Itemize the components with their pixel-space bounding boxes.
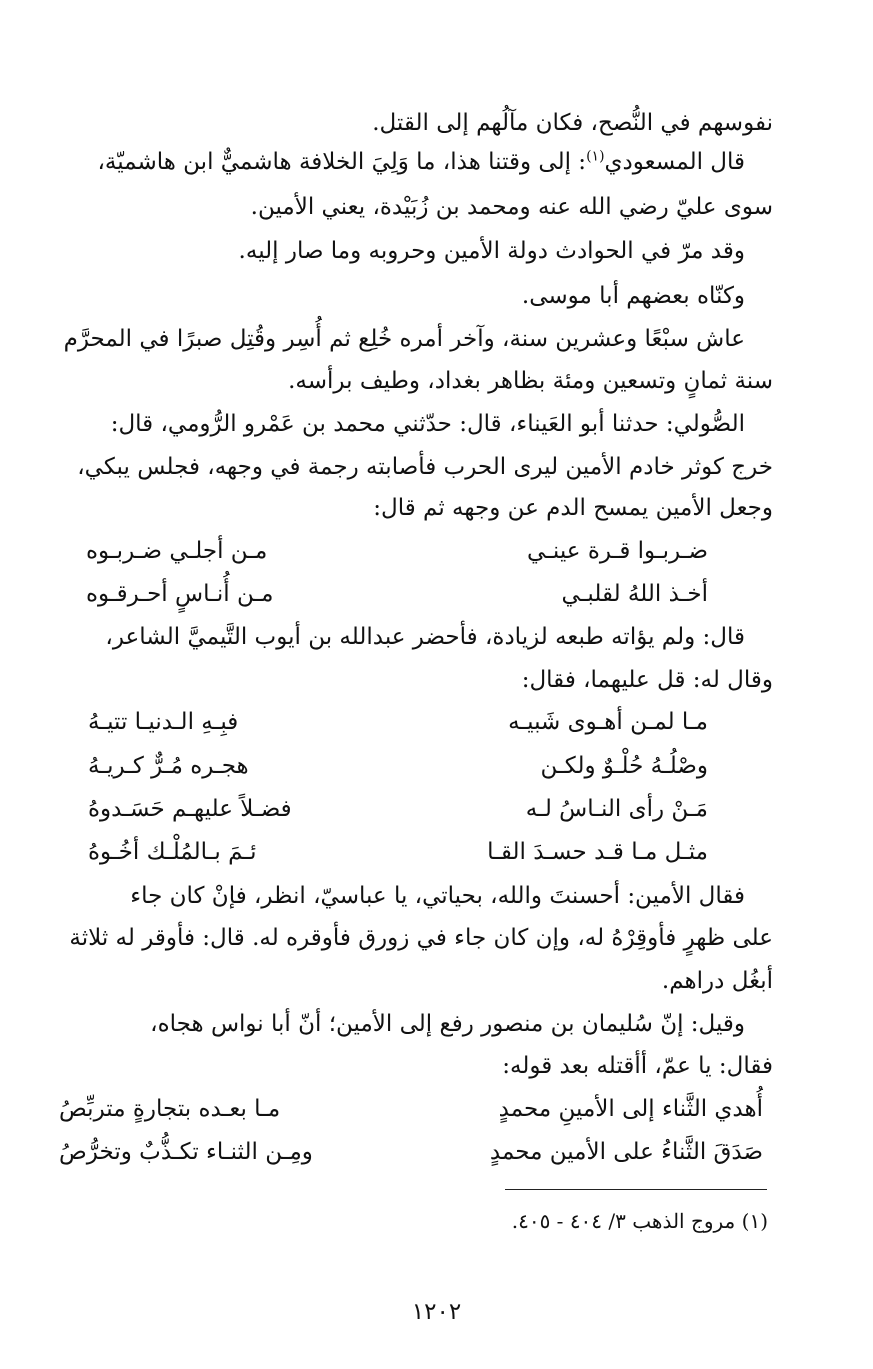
footnote: (١) مروج الذهب ٣/ ٤٠٤ - ٤٠٥. [511, 1209, 768, 1233]
verse-line [86, 535, 708, 567]
text-line: أبغُل دراهم. [661, 968, 773, 994]
text-line: وقال له: قل عليهما، فقال: [521, 667, 773, 693]
verse-first-half: صَدَقَ الثَّناءُ على الأمين محمدٍ [489, 1139, 763, 1165]
text-line: عاش سبْعًا وعشرين سنة، وآخر أمره خُلِع ثم أُسِر وقُتِل صبرًا في المحرَّم [63, 326, 745, 352]
verse-second-half: مـن أُنـاسٍ أحـرقـوه [86, 581, 274, 607]
verse-first-half: مثـل مـا قـد حسـدَ القـا [487, 839, 708, 865]
verse-second-half: مـا بعـده بتجارةٍ متربِّصُ [59, 1096, 281, 1122]
verse-line [88, 836, 708, 868]
text-line: سوى عليّ رضي الله عنه ومحمد بن زُبَيْدة، يعني الأمين. [250, 194, 773, 220]
text-line: وجعل الأمين يمسح الدم عن وجهه ثم قال: [373, 495, 773, 521]
narrator-name: قال المسعودي [604, 149, 745, 175]
verse-first-half: أُهدي الثَّناء إلى الأمينِ محمدٍ [498, 1096, 763, 1122]
text-line: خرج كوثر خادم الأمين ليرى الحرب فأصابته رجمة في وجهه، فجلس يبكي، [77, 454, 773, 480]
text-line-rest: : إلى وقتنا هذا، ما وَلِيَ الخلافة هاشميٌّ ابن هاشميّة، [97, 149, 587, 175]
verse-second-half: ومِـن الثنـاء تكـذُّبٌ وتخرُّصُ [59, 1139, 313, 1165]
text-line: نفوسهم في النُّصح، فكان مآلُهم إلى القتل. [372, 110, 773, 136]
text-line: قال: ولم يؤاته طبعه لزيادة، فأحضر عبدالله بن أيوب التَّيميَّ الشاعر، [105, 624, 745, 650]
text-line: سنة ثمانٍ وتسعين ومئة بظاهر بغداد، وطيف برأسه. [288, 368, 773, 394]
verse-second-half: ئـمَ بـالمُلْـك أخُـوهُ [88, 839, 257, 865]
text-line: وقد مرّ في الحوادث دولة الأمين وحروبه وما صار إليه. [238, 238, 745, 264]
verse-first-half: مَـنْ رأى النـاسُ لـه [525, 796, 708, 822]
verse-first-half: أخـذ اللهُ لقلبـي [561, 581, 708, 607]
verse-second-half: فضـلاً عليهـم حَسَـدوهُ [88, 796, 292, 822]
footnote-divider [505, 1189, 767, 1190]
verse-first-half: مـا لمـن أهـوى شَبيـه [508, 709, 708, 735]
verse-second-half: فبِـهِ الـدنيـا تتيـهُ [88, 709, 239, 735]
verse-first-half: وصْلُـهُ حُلْـوٌ ولكـن [540, 753, 708, 779]
text-line: على ظهرٍ فأوقِرْهُ له، وإن كان جاء في زورق فأوقره له. قال: فأوقر له ثلاثة [69, 925, 773, 951]
footnote-ref: (١) [586, 148, 605, 165]
text-line: الصُّولي: حدثنا أبو العَيناء، قال: حدّثني محمد بن عَمْرو الرُّومي، قال: [110, 411, 745, 437]
verse-line [59, 1136, 763, 1168]
verse-line [88, 750, 708, 782]
text-line: وكنّاه بعضهم أبا موسى. [521, 283, 745, 309]
text-line: فقال الأمين: أحسنتَ والله، بحياتي، يا عباسيّ، انظر، فإنْ كان جاء [130, 883, 745, 909]
verse-line [88, 706, 708, 738]
text-line [75, 146, 745, 178]
verse-second-half: مـن أجلـي ضـربـوه [86, 538, 268, 564]
verse-line [86, 578, 708, 610]
verse-line [88, 793, 708, 825]
text-line: فقال: يا عمّ، أأقتله بعد قوله: [502, 1053, 773, 1079]
verse-line [59, 1093, 763, 1125]
page-number: ١٢٠٢ [411, 1299, 462, 1325]
text-line: وقيل: إنّ سُليمان بن منصور رفع إلى الأمين؛ أنّ أبا نواس هجاه، [150, 1011, 745, 1037]
verse-second-half: هجـره مُـرٌّ كـريـهُ [88, 753, 249, 779]
verse-first-half: ضـربـوا قـرة عينـي [527, 538, 708, 564]
